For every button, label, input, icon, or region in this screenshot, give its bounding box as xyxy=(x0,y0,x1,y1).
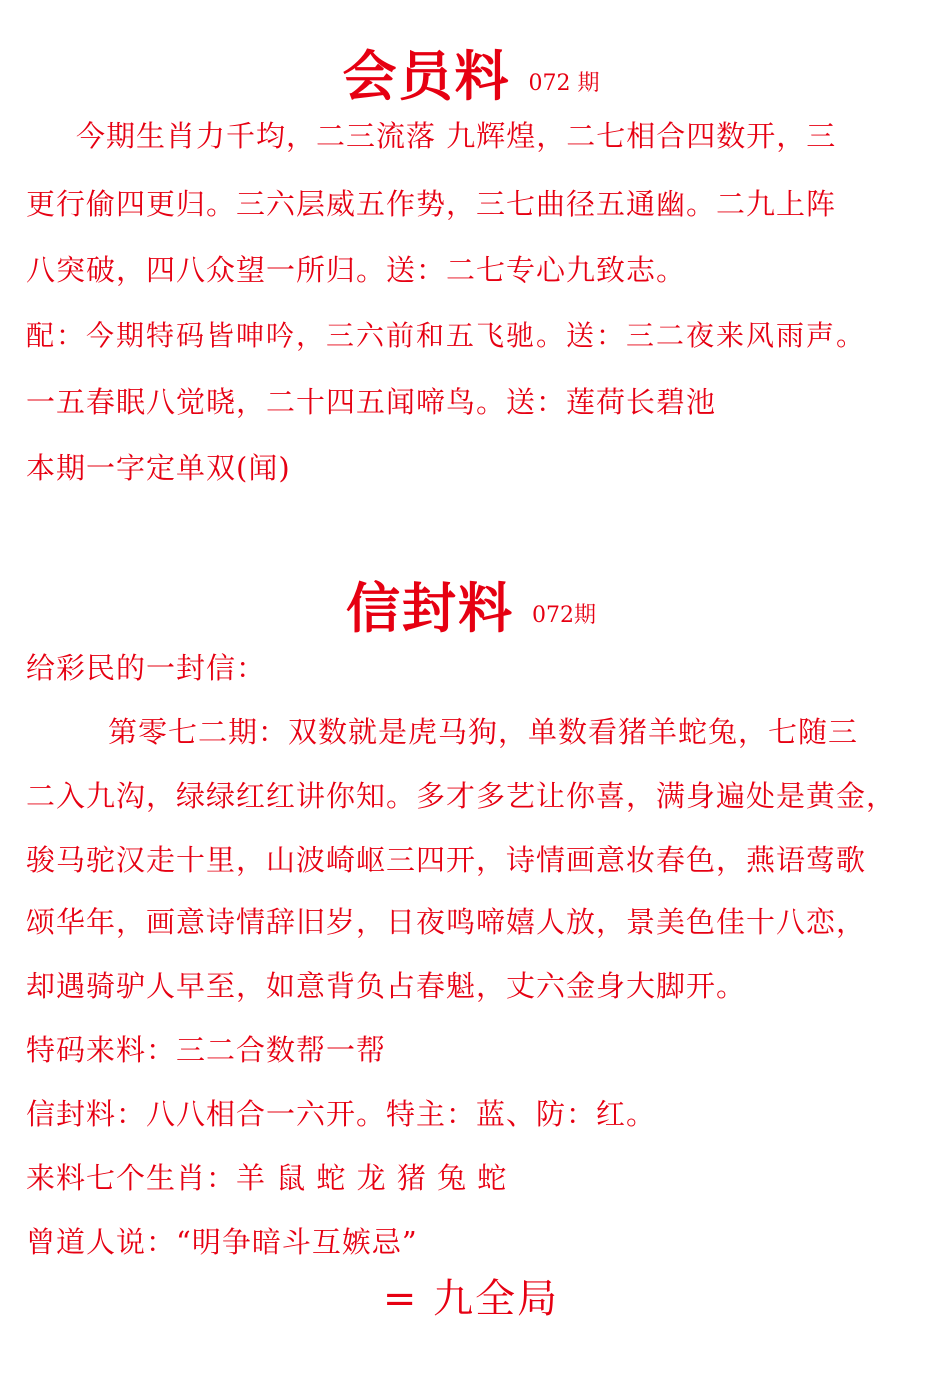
member-info-title: 会员料 xyxy=(342,44,511,108)
letter-info-issue: 072期 xyxy=(532,603,596,628)
footer-text: = 九全局 xyxy=(382,1276,560,1322)
letter-info-line: 特码来料：三二合数帮一帮 xyxy=(26,1033,387,1067)
member-info-issue: 072 期 xyxy=(528,71,600,96)
member-info-line: 本期一字定单双(闻) xyxy=(26,451,291,485)
letter-info-line: 信封料：八八相合一六开。特主：蓝、防：红。 xyxy=(26,1097,657,1131)
member-info-heading xyxy=(0,34,942,111)
member-info-line: 今期生肖力千均，二三流落 九辉煌，二七相合四数开，三 xyxy=(76,119,837,153)
letter-info-line: 颂华年，画意诗情辞旧岁，日夜鸣啼嬉人放，景美色佳十八恋， xyxy=(26,905,867,939)
letter-info-line: 骏马驼汉走十里，山波崎岖三四开，诗情画意妆春色，燕语莺歌 xyxy=(26,843,867,877)
letter-info-line: 来料七个生肖：羊 鼠 蛇 龙 猪 兔 蛇 xyxy=(26,1161,508,1195)
member-info-line: 八突破，四八众望一所归。送：二七专心九致志。 xyxy=(26,253,687,287)
letter-info-line: 曾道人说：“明争暗斗互嫉忌” xyxy=(26,1225,418,1259)
letter-info-heading xyxy=(0,566,942,643)
member-info-line: 配：今期特码皆呻吟，三六前和五飞驰。送：三二夜来风雨声。 xyxy=(26,319,867,352)
letter-info-line: 给彩民的一封信： xyxy=(26,651,267,685)
letter-info-line: 第零七二期：双数就是虎马狗，单数看猪羊蛇兔，七随三 xyxy=(108,715,859,749)
letter-info-line: 二入九沟，绿绿红红讲你知。多才多艺让你喜，满身遍处是黄金， xyxy=(26,779,897,813)
member-info-line: 一五春眠八觉晓，二十四五闻啼鸟。送：莲荷长碧池 xyxy=(26,385,717,419)
letter-info-title: 信封料 xyxy=(346,576,514,640)
letter-info-line: 却遇骑驴人早至，如意背负占春魁，丈六金身大脚开。 xyxy=(26,969,747,1003)
member-info-line: 更行偷四更归。三六层威五作势，三七曲径五通幽。二九上阵 xyxy=(26,187,837,221)
